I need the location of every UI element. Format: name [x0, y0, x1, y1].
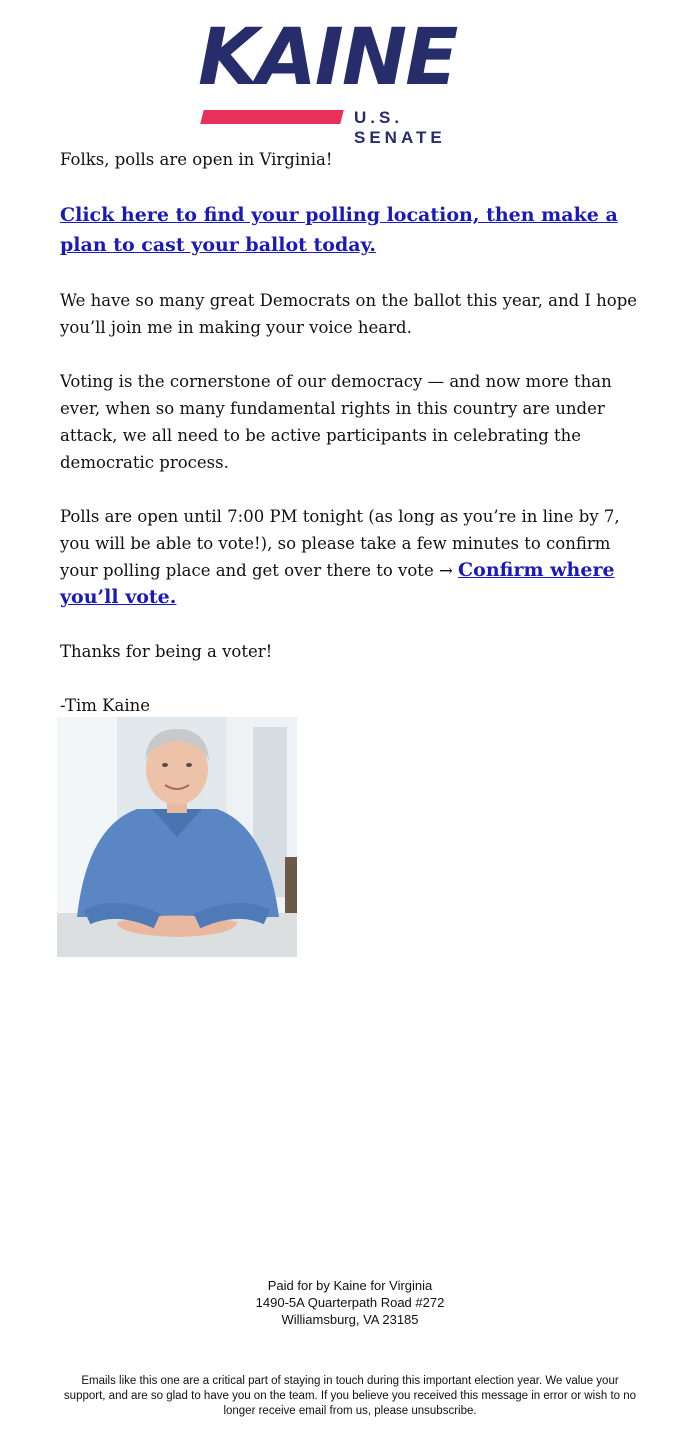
thanks-text: Thanks for being a voter! — [60, 642, 273, 661]
polling-location-link[interactable]: Click here to find your polling location, then make a plan to cast your ballot today. — [60, 204, 618, 256]
greeting-text: Folks, polls are open in Virginia! — [60, 150, 333, 169]
signature-text: -Tim Kaine — [60, 696, 150, 715]
paid-for-text: Paid for by Kaine for Virginia — [267, 1278, 433, 1293]
email-body — [60, 146, 650, 746]
logo-subtitle: U.S. SENATE — [354, 108, 446, 147]
logo-wordmark: KAINE — [198, 13, 457, 103]
polls-paragraph — [60, 503, 650, 611]
tim-kaine-photo — [57, 717, 297, 957]
footer-unsubscribe-note: Emails like this one are a critical part of staying in touch during this important election year. We value your support, and are so glad to have you on the team. If you believe you received this message in error or wish to no longer receive email from us, please unsubscribe. — [63, 1375, 637, 1417]
footer-address — [0, 1277, 700, 1328]
kaine-senate-logo — [198, 13, 498, 147]
logo-accent-bar — [200, 110, 343, 124]
voting-paragraph: Voting is the cornerstone of our democracy — and now more than ever, when so many fundamental rights in this country are under attack, we all need to be active participants in celebrating the democratic process. — [60, 372, 612, 472]
confirm-vote-link[interactable]: Confirm where you’ll vote. — [60, 559, 615, 608]
polls-text: Polls are open until 7:00 PM tonight (as long as you’re in line by 7, you will be able to vote!), so please take a few minutes to confirm your polling place and get over there to vote → — [60, 507, 620, 580]
democrats-paragraph: We have so many great Democrats on the ballot this year, and I hope you’ll join me in making your voice heard. — [60, 291, 638, 337]
address-line-1: 1490-5A Quarterpath Road #272 — [255, 1295, 445, 1310]
polling-location-paragraph — [60, 200, 650, 260]
email-header — [0, 13, 700, 147]
address-line-2: Williamsburg, VA 23185 — [281, 1312, 419, 1327]
